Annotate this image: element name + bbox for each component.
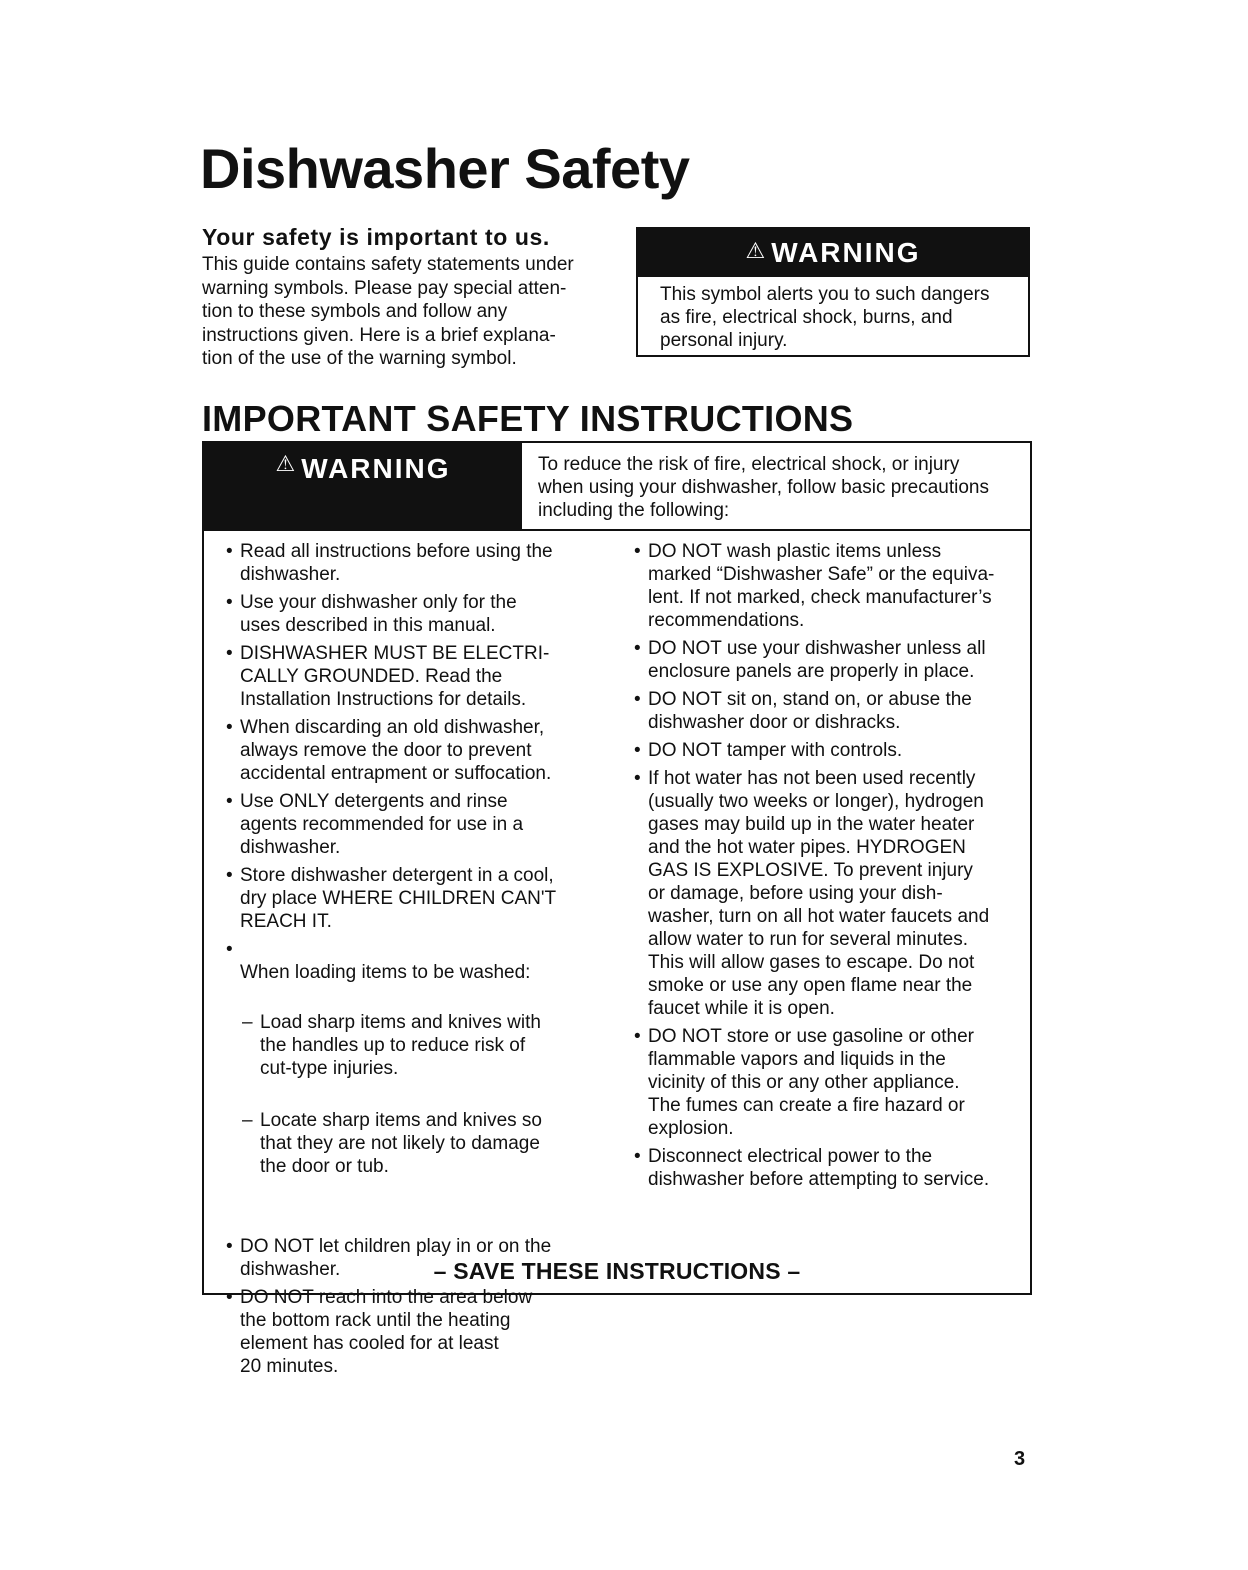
- intro-text: This guide contains safety statements under warning symbols. Please pay special atten- tion to these symbols and follow any instructions given. Here is a brief explana- tion of the use of the warning symbol.: [202, 254, 574, 369]
- list-item: • Read all instructions before using the dishwasher.: [226, 540, 586, 586]
- list-item: • When discarding an old dishwasher, always remove the door to prevent accidental entrapment or suffocation.: [226, 716, 586, 785]
- list-item: • Disconnect electrical power to the dishwasher before attempting to service.: [634, 1145, 1019, 1191]
- list-item: • DISHWASHER MUST BE ELECTRI- CALLY GROUNDED. Read the Installation Instructions for details.: [226, 642, 586, 711]
- warning-symbol-text: This symbol alerts you to such dangers as fire, electrical shock, burns, and personal injury.: [660, 284, 990, 351]
- warning-triangle-icon: ⚠: [745, 238, 768, 263]
- list-item: • DO NOT store or use gasoline or other flammable vapors and liquids in the vicinity of this or any other appliance. The fumes can create a fire hazard or explosion.: [634, 1025, 1019, 1140]
- divider: [204, 529, 1030, 531]
- list-item: • DO NOT sit on, stand on, or abuse the dishwasher door or dishracks.: [634, 688, 1019, 734]
- warning-banner: [638, 229, 1028, 277]
- warning-label: WARNING: [771, 237, 921, 268]
- right-column-list: [634, 540, 1019, 1196]
- warning-symbol-box: [636, 227, 1030, 357]
- list-item: • DO NOT wash plastic items unless marked “Dishwasher Safe” or the equiva- lent. If not marked, check manufacturer’s recommendations.: [634, 540, 1019, 632]
- instructions-intro: To reduce the risk of fire, electrical shock, or injury when using your dishwasher, follow basic precautions including the following:: [538, 454, 989, 521]
- loading-item-label: When loading items to be washed:: [240, 962, 531, 983]
- list-item: • Store dishwasher detergent in a cool, dry place WHERE CHILDREN CAN'T REACH IT.: [226, 864, 586, 933]
- instructions-warning-label: WARNING: [301, 453, 451, 484]
- warning-triangle-icon: ⚠: [275, 451, 298, 476]
- list-item: • DO NOT reach into the area below the bottom rack until the heating element has cooled for at least 20 minutes.: [226, 1286, 586, 1378]
- section-heading: IMPORTANT SAFETY INSTRUCTIONS: [202, 398, 854, 439]
- sub-list-item: – Locate sharp items and knives so that they are not likely to damage the door or tub.: [240, 1109, 586, 1178]
- safety-instructions-box: [202, 441, 1032, 1377]
- page-number: 3: [1014, 1448, 1026, 1470]
- list-item: • Use ONLY detergents and rinse agents recommended for use in a dishwasher.: [226, 790, 586, 859]
- loading-list-item: [226, 938, 586, 1230]
- list-item: • If hot water has not been used recently (usually two weeks or longer), hydrogen gases may build up in the water heater and the hot water pipes. HYDROGEN GAS IS EXPLOSIVE. To prevent injury or damage, before using your dish- washer, turn on all hot water faucets and allow water to run for several minutes. This will allow gases to escape. Do not smoke or use any open flame near the faucet while it is open.: [634, 767, 1019, 1020]
- list-item: • DO NOT tamper with controls.: [634, 739, 1019, 762]
- list-item: • DO NOT let children play in or on the dishwasher.: [226, 1235, 586, 1281]
- intro-heading: Your safety is important to us.: [202, 224, 550, 250]
- left-column-list: [226, 540, 586, 1383]
- sub-list-item: – Load sharp items and knives with the handles up to reduce risk of cut-type injuries.: [240, 1011, 586, 1080]
- save-instructions-line: – SAVE THESE INSTRUCTIONS –: [433, 1258, 801, 1284]
- loading-sub-list: [240, 988, 586, 1207]
- instructions-warning-banner: [204, 443, 522, 529]
- list-item: • DO NOT use your dishwasher unless all enclosure panels are properly in place.: [634, 637, 1019, 683]
- page-title: Dishwasher Safety: [200, 137, 690, 200]
- list-item: • Use your dishwasher only for the uses described in this manual.: [226, 591, 586, 637]
